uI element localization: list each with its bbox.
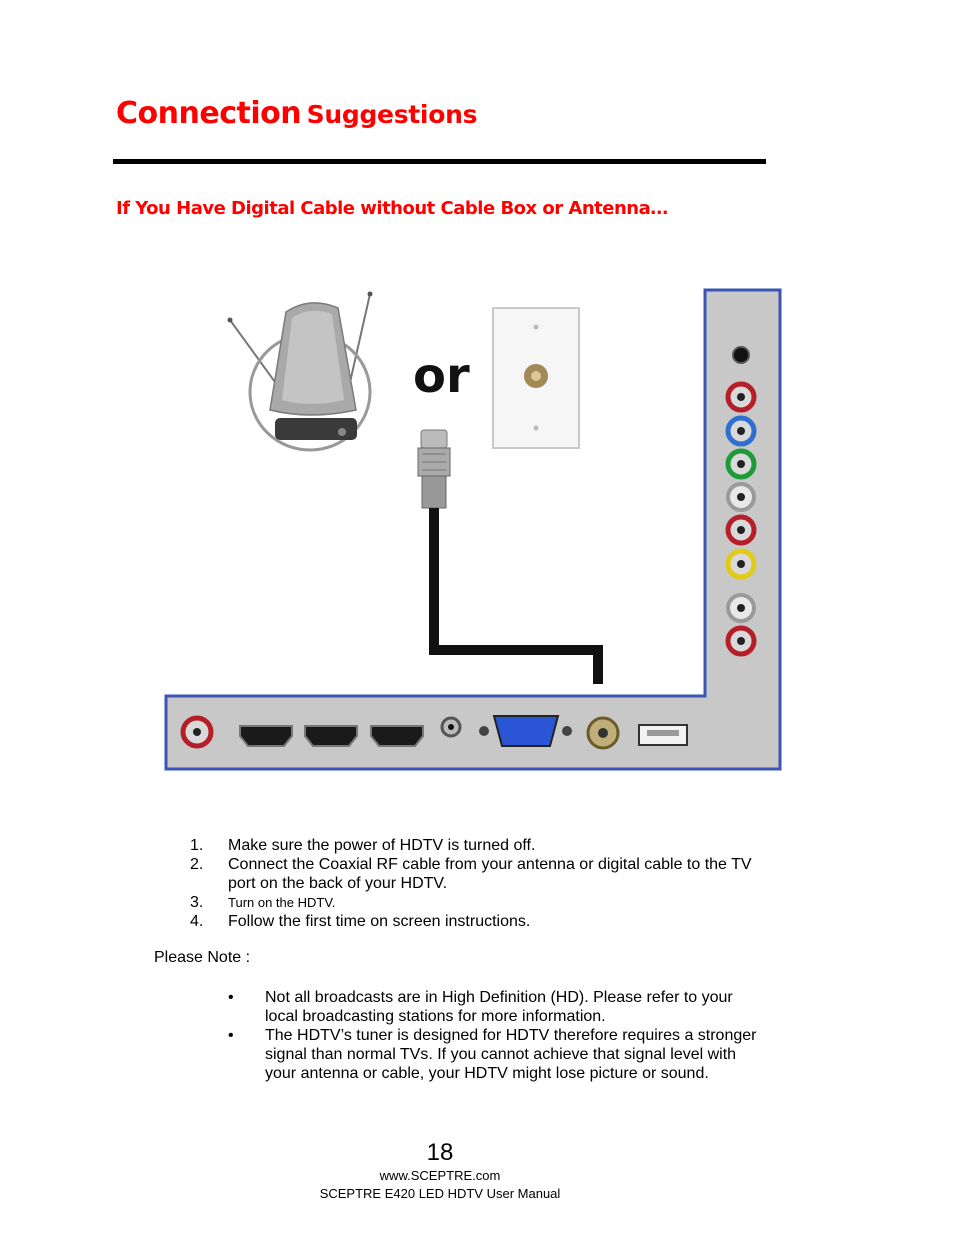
coax-port-icon <box>588 718 618 748</box>
page-title-main: Connection <box>116 96 302 131</box>
list-item: 3. Turn on the HDTV. <box>190 894 336 911</box>
hdmi-port-icon <box>371 726 423 746</box>
side-ports <box>728 347 754 654</box>
rca-white-port-icon <box>728 484 754 510</box>
page-title <box>116 96 477 131</box>
headphone-port-icon <box>733 347 749 363</box>
rca-port-icon <box>183 718 211 746</box>
connection-diagram <box>160 282 785 774</box>
rca-red-port-icon <box>728 628 754 654</box>
section-heading: If You Have Digital Cable without Cable Box or Antenna… <box>116 198 668 219</box>
title-divider <box>113 159 766 164</box>
instruction-steps <box>190 836 770 931</box>
list-item: 4. Follow the first time on screen instructions. <box>190 913 531 930</box>
list-item: • Not all broadcasts are in High Definition (HD). Please refer to your local broadcasting stations for more information. <box>228 989 733 1025</box>
note-label: Please Note : <box>154 949 251 966</box>
rca-red-port-icon <box>728 517 754 543</box>
usb-port-icon <box>639 725 687 745</box>
list-item: 1. Make sure the power of HDTV is turned off. <box>190 837 536 854</box>
or-label: or <box>413 348 470 404</box>
hdmi-port-icon <box>240 726 292 746</box>
coax-cable-icon <box>418 430 598 684</box>
footer-manual-title: SCEPTRE E420 LED HDTV User Manual <box>319 1186 561 1201</box>
rca-yellow-port-icon <box>728 551 754 577</box>
list-item: • The HDTV’s tuner is designed for HDTV therefore requires a stronger signal than normal TVs. If you cannot achieve that signal level with your antenna or cable, your HDTV might lose picture or sound. <box>228 1027 757 1082</box>
wall-plate-icon <box>493 308 579 448</box>
note-bullets <box>228 988 768 1083</box>
hdmi-port-icon <box>305 726 357 746</box>
antenna-icon <box>228 292 373 451</box>
rca-blue-port-icon <box>728 418 754 444</box>
audio-jack-icon <box>442 718 460 736</box>
rca-white-port-icon <box>728 595 754 621</box>
page-title-rest: Suggestions <box>306 100 478 129</box>
list-item: 2. Connect the Coaxial RF cable from your antenna or digital cable to the TV port on the back of your HDTV. <box>190 856 752 892</box>
footer-website: www.SCEPTRE.com <box>379 1168 501 1183</box>
rca-red-port-icon <box>728 384 754 410</box>
rca-green-port-icon <box>728 451 754 477</box>
page-number: 18 <box>426 1139 454 1166</box>
